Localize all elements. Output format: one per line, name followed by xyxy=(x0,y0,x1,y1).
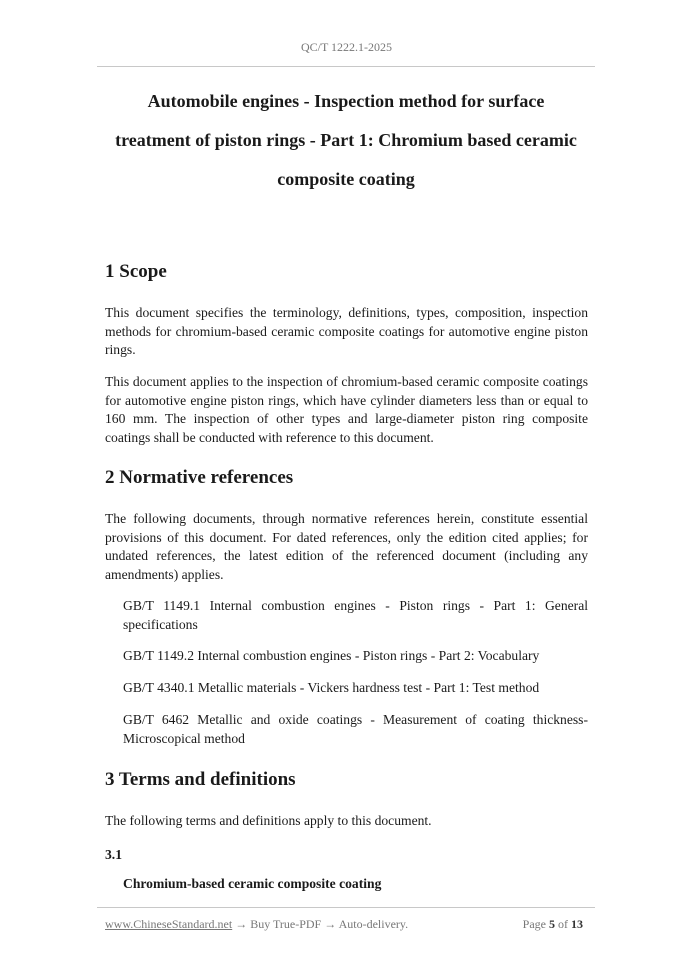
footer-divider xyxy=(97,907,595,908)
scope-paragraph-2: This document applies to the inspection of chromium-based ceramic composite coatings for automotive engine piston rings, which have cylinder diameters less than or equal to 160 mm. The inspection of other types and large-diameter piston ring composite coatings shall be conducted with reference to this document. xyxy=(105,374,588,445)
section-heading-scope: 1 Scope xyxy=(105,261,167,282)
term-number: 3.1 xyxy=(105,847,122,862)
total-page-count: 13 xyxy=(571,917,583,931)
arrow-right-icon: → xyxy=(324,917,337,931)
term-name: Chromium-based ceramic composite coating xyxy=(123,876,382,891)
title-line-3: composite coating xyxy=(277,169,415,189)
page-indicator xyxy=(523,917,583,932)
site-link[interactable]: www.ChineseStandard.net xyxy=(105,917,233,931)
document-code-header: QC/T 1222.1-2025 xyxy=(300,40,393,54)
section-heading-terms-definitions: 3 Terms and definitions xyxy=(105,769,296,790)
normative-intro-paragraph: The following documents, through normative references herein, constitute essential provisions of this document. For dated references, only the edition cited applies; for undated references, the latest edition of the referenced document (including any amendments) applies. xyxy=(105,511,588,582)
reference-item: GB/T 4340.1 Metallic materials - Vickers hardness test - Part 1: Test method xyxy=(123,680,540,695)
page-label: Page xyxy=(522,917,546,931)
footer-promo xyxy=(105,917,408,932)
title-line-2: treatment of piston rings - Part 1: Chromium based ceramic xyxy=(115,130,577,150)
title-line-1: Automobile engines - Inspection method for surface xyxy=(147,91,545,111)
reference-item: GB/T 1149.2 Internal combustion engines - Piston rings - Part 2: Vocabulary xyxy=(123,648,540,663)
arrow-right-icon: → xyxy=(235,917,248,931)
reference-item: GB/T 6462 Metallic and oxide coatings - Measurement of coating thickness-Microscopical method xyxy=(123,712,588,746)
reference-item: GB/T 1149.1 Internal combustion engines - Piston rings - Part 1: General specifications xyxy=(123,598,588,632)
of-label: of xyxy=(558,917,568,931)
buy-true-pdf-text: Buy True-PDF xyxy=(250,917,322,931)
document-title xyxy=(97,82,595,199)
auto-delivery-text: Auto-delivery. xyxy=(338,917,409,931)
current-page-number: 5 xyxy=(549,917,555,931)
header-divider xyxy=(97,66,595,67)
section-heading-normative-references: 2 Normative references xyxy=(105,467,294,488)
scope-paragraph-1: This document specifies the terminology, definitions, types, composition, inspection methods for chromium-based ceramic composite coatings for automotive engine piston rings. xyxy=(105,305,588,357)
terms-intro-paragraph: The following terms and definitions apply to this document. xyxy=(105,813,432,828)
